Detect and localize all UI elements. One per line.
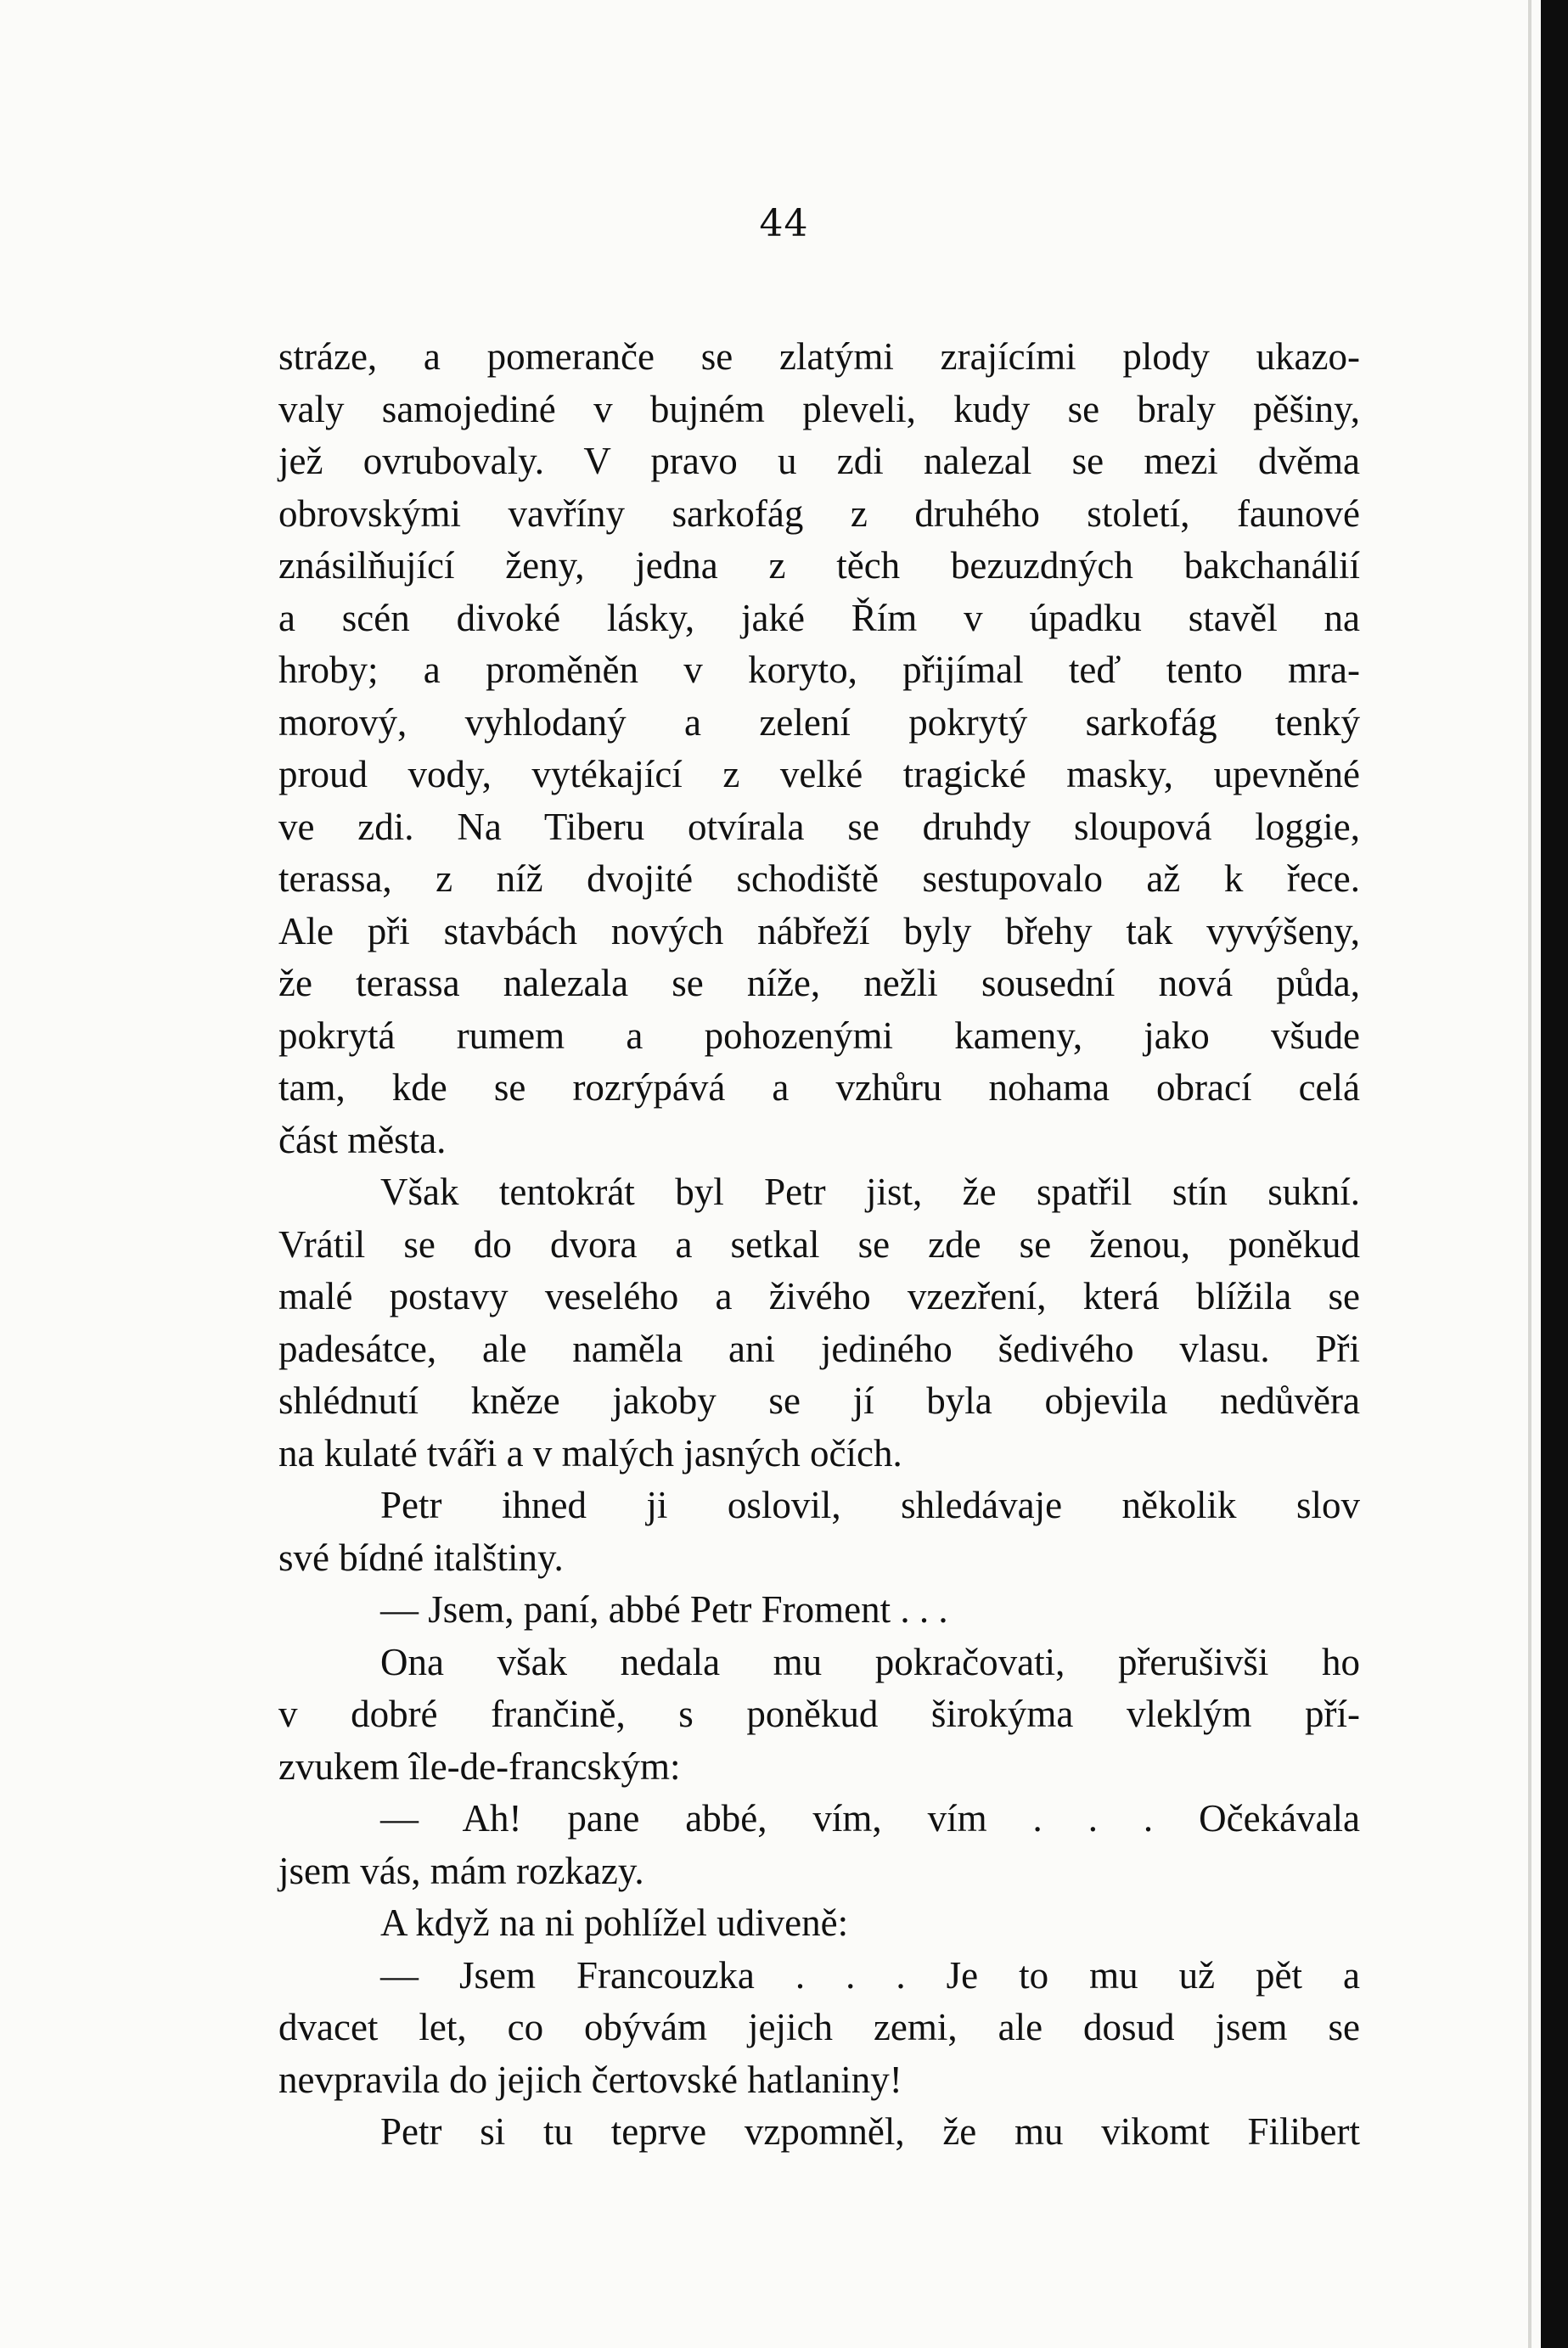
text-line: malé postavy veselého a živého vzezření, která blížila se xyxy=(278,1275,1360,1317)
text-line: pokrytá rumem a pohozenými kameny, jako všude xyxy=(278,1014,1360,1057)
text-line: a scén divoké lásky, jaké Řím v úpadku stavěl na xyxy=(278,596,1360,639)
body-text xyxy=(278,331,1360,2159)
text-line: své bídné italštiny. xyxy=(278,1536,564,1579)
text-line: dvacet let, co obývám jejich zemi, ale dosud jsem se xyxy=(278,2006,1360,2048)
text-line: terassa, z níž dvojité schodiště sestupovalo až k řece. xyxy=(278,857,1360,900)
text-line: část města. xyxy=(278,1118,447,1161)
text-line: že terassa nalezala se níže, nežli sousední nová půda, xyxy=(278,962,1360,1004)
text-line: obrovskými vavříny sarkofág z druhého století, faunové xyxy=(278,492,1360,535)
text-line: — Jsem, paní, abbé Petr Froment . . . xyxy=(380,1588,948,1631)
text-line: valy samojediné v bujném pleveli, kudy se braly pěšiny, xyxy=(278,387,1360,430)
text-line: jež ovrubovaly. V pravo u zdi nalezal se mezi dvěma xyxy=(278,440,1360,482)
text-line: ve zdi. Na Tiberu otvírala se druhdy sloupová loggie, xyxy=(278,805,1360,848)
text-line: shlédnutí kněze jakoby se jí byla objevila nedůvěra xyxy=(278,1379,1360,1422)
text-line: znásilňující ženy, jedna z těch bezuzdných bakchanálií xyxy=(278,544,1360,587)
text-line: Ona však nedala mu pokračovati, přerušivši ho xyxy=(380,1640,1360,1683)
text-line: proud vody, vytékající z velké tragické masky, upevněné xyxy=(278,753,1360,795)
text-line: — Ah! pane abbé, vím, vím . . . Očekávala xyxy=(380,1797,1360,1840)
text-line: Však tentokrát byl Petr jist, že spatřil stín sukní. xyxy=(380,1171,1360,1213)
text-line: morový, vyhlodaný a zelení pokrytý sarkofág tenký xyxy=(278,700,1360,744)
text-line: Vrátil se do dvora a setkal se zde se ženou, poněkud xyxy=(278,1222,1360,1266)
text-line: zvukem île-de-francským: xyxy=(278,1744,681,1788)
text-line: Petr ihned ji oslovil, shledávaje několik slov xyxy=(380,1484,1360,1526)
text-line: — Jsem Francouzka . . . Je to mu už pět a xyxy=(380,1953,1360,1997)
text-line: jsem vás, mám rozkazy. xyxy=(278,1849,644,1892)
text-line: na kulaté tváři a v malých jasných očích. xyxy=(278,1431,902,1475)
text-line: tam, kde se rozrýpává a vzhůru nohama obrací celá xyxy=(278,1066,1360,1109)
scan-border xyxy=(1541,0,1568,2348)
text-line: nevpravila do jejich čertovské hatlaniny! xyxy=(278,2058,902,2101)
page-edge-shadow xyxy=(1528,0,1531,2348)
text-line: v dobré frančině, s poněkud širokýma vleklým pří- xyxy=(278,1693,1360,1735)
text-line: padesátce, ale naměla ani jediného šedivého vlasu. Při xyxy=(278,1327,1360,1370)
text-line: A když na ni pohlížel udiveně: xyxy=(380,1901,849,1944)
text-line: hroby; a proměněn v koryto, přijímal teď tento mra- xyxy=(278,649,1360,691)
text-line: Petr si tu teprve vzpomněl, že mu vikomt Filibert xyxy=(380,2110,1360,2153)
page-number: 44 xyxy=(759,202,809,245)
text-line: stráze, a pomeranče se zlatými zrajícími plody ukazo- xyxy=(278,335,1360,378)
text-line: Ale při stavbách nových nábřeží byly břehy tak vyvýšeny, xyxy=(278,909,1360,952)
